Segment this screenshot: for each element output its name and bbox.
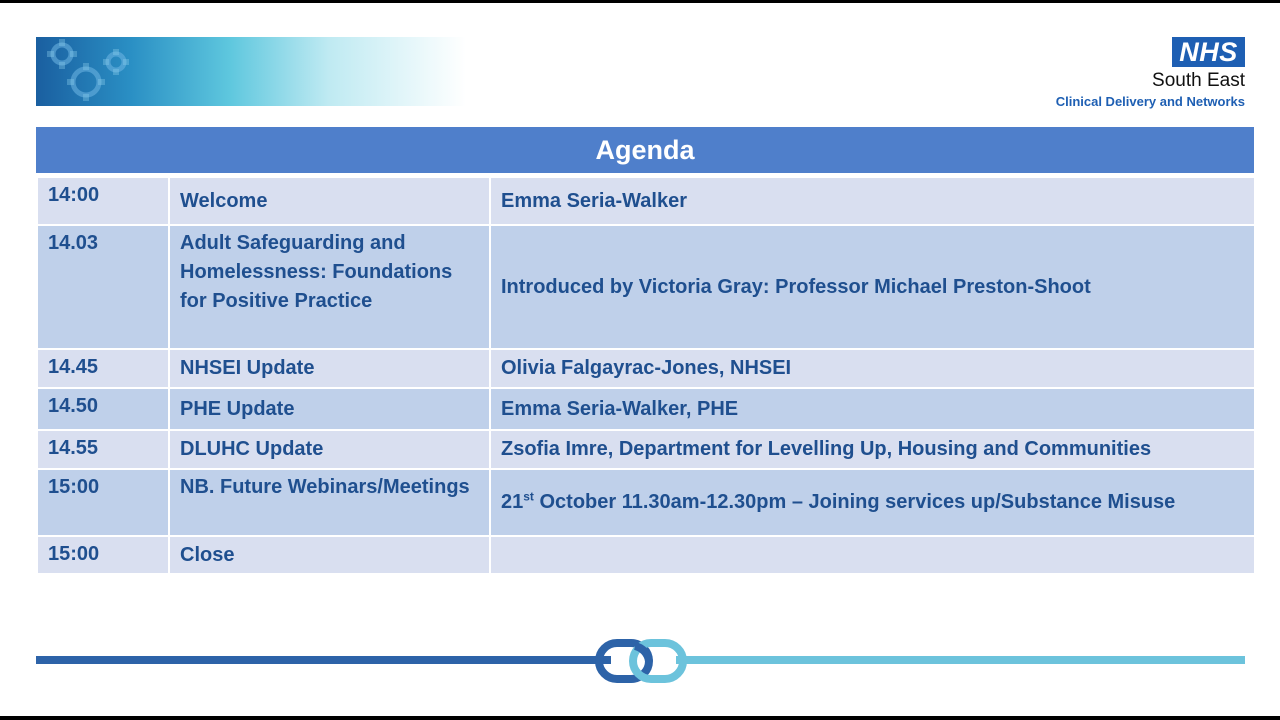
header-banner: [36, 37, 466, 106]
footer-line-left: [36, 656, 611, 664]
speaker-cell: Introduced by Victoria Gray: Professor Michael Preston-Shoot: [490, 225, 1255, 349]
speaker-cell: Zsofia Imre, Department for Levelling Up, Housing and Communities: [490, 430, 1255, 469]
nhs-brand-mark: NHS: [1172, 37, 1245, 67]
speaker-detail: October 11.30am-12.30pm – Joining services up/Substance Misuse: [533, 491, 1176, 513]
logo-region: South East: [1152, 70, 1245, 91]
table-row: [37, 349, 1255, 388]
topic-cell: Adult Safeguarding and Homelessness: Foundations for Positive Practice: [169, 225, 490, 349]
topic-cell: Close: [169, 536, 490, 574]
table-row: [37, 469, 1255, 536]
time-cell: 14.45: [37, 349, 169, 388]
chain-link-icon: [594, 637, 688, 685]
time-cell: 14.55: [37, 430, 169, 469]
agenda-grid: [36, 176, 1256, 575]
table-row: [37, 536, 1255, 574]
speaker-cell: Emma Seria-Walker, PHE: [490, 388, 1255, 430]
time-cell: 15:00: [37, 469, 169, 536]
table-row: [37, 225, 1255, 349]
table-row: [37, 177, 1255, 225]
speaker-cell: [490, 469, 1255, 536]
topic-cell: Welcome: [169, 177, 490, 225]
table-row: [37, 388, 1255, 430]
gear-icon: [36, 37, 156, 106]
top-border: [0, 0, 1280, 3]
footer-line-right: [676, 656, 1245, 664]
logo-subtitle: Clinical Delivery and Networks: [1055, 94, 1245, 109]
topic-cell: PHE Update: [169, 388, 490, 430]
topic-cell: NHSEI Update: [169, 349, 490, 388]
time-cell: 14.50: [37, 388, 169, 430]
speaker-ordinal: st: [523, 489, 534, 504]
time-cell: 15:00: [37, 536, 169, 574]
bottom-border: [0, 716, 1280, 720]
table-row: [37, 430, 1255, 469]
time-cell: 14.03: [37, 225, 169, 349]
time-cell: 14:00: [37, 177, 169, 225]
nhs-logo: [1025, 37, 1245, 109]
topic-cell: DLUHC Update: [169, 430, 490, 469]
agenda-table: [36, 127, 1254, 575]
agenda-title: Agenda: [36, 127, 1254, 176]
speaker-cell: [490, 536, 1255, 574]
speaker-cell: Emma Seria-Walker: [490, 177, 1255, 225]
speaker-day: 21: [501, 491, 524, 513]
speaker-cell: Olivia Falgayrac-Jones, NHSEI: [490, 349, 1255, 388]
topic-cell: NB. Future Webinars/Meetings: [169, 469, 490, 536]
